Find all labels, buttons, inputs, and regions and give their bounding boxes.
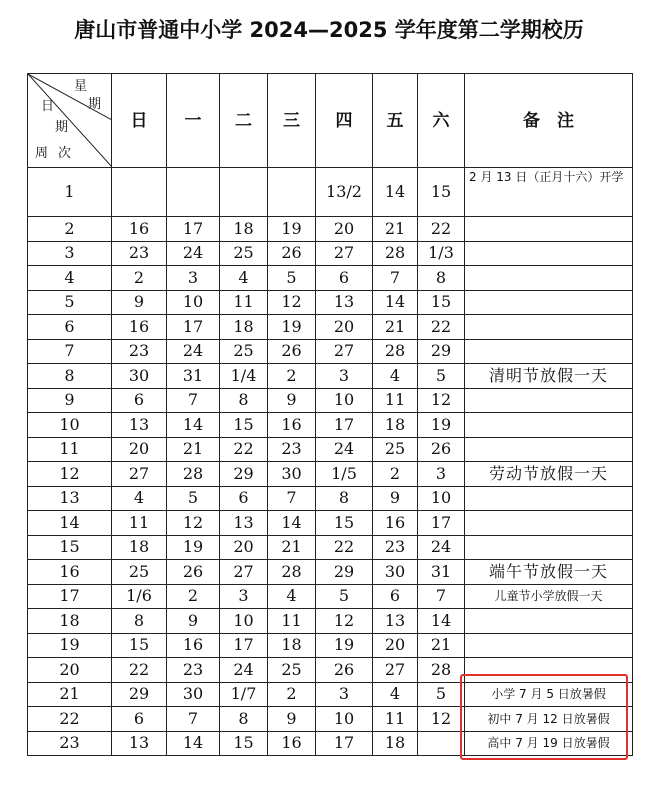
corner-label-qi-top: 期 — [88, 97, 102, 112]
date-cell: 24 — [167, 339, 220, 364]
date-cell: 15 — [418, 168, 465, 217]
date-cell: 8 — [220, 707, 268, 732]
date-cell: 25 — [373, 437, 418, 462]
date-cell: 11 — [268, 609, 316, 634]
date-cell: 7 — [418, 584, 465, 609]
date-cell: 20 — [373, 633, 418, 658]
date-cell: 15 — [418, 290, 465, 315]
date-cell: 8 — [220, 388, 268, 413]
date-cell: 15 — [316, 511, 373, 536]
date-cell: 2 — [167, 584, 220, 609]
date-cell: 22 — [418, 217, 465, 242]
remark-cell: 2 月 13 日（正月十六）开学 — [465, 168, 633, 217]
date-cell: 26 — [418, 437, 465, 462]
date-cell: 21 — [373, 217, 418, 242]
remark-cell — [465, 315, 633, 340]
header-remarks: 备 注 — [465, 74, 633, 168]
date-cell: 16 — [373, 511, 418, 536]
date-cell: 22 — [220, 437, 268, 462]
date-cell: 30 — [373, 560, 418, 585]
date-cell: 23 — [373, 535, 418, 560]
date-cell: 28 — [418, 658, 465, 683]
date-cell: 30 — [112, 364, 167, 389]
date-cell: 16 — [112, 315, 167, 340]
date-cell: 17 — [316, 413, 373, 438]
date-cell: 12 — [268, 290, 316, 315]
table-row — [28, 437, 633, 462]
date-cell: 13 — [112, 731, 167, 756]
week-number-cell: 15 — [28, 535, 112, 560]
date-cell: 17 — [316, 731, 373, 756]
table-row — [28, 584, 633, 609]
date-cell: 11 — [373, 388, 418, 413]
week-number-cell: 21 — [28, 682, 112, 707]
week-number-cell: 12 — [28, 462, 112, 487]
date-cell: 12 — [316, 609, 373, 634]
date-cell: 21 — [268, 535, 316, 560]
date-cell: 29 — [112, 682, 167, 707]
date-cell: 22 — [316, 535, 373, 560]
table-row — [28, 364, 633, 389]
date-cell: 23 — [268, 437, 316, 462]
date-cell: 6 — [373, 584, 418, 609]
date-cell: 5 — [167, 486, 220, 511]
remark-cell: 清明节放假一天 — [465, 364, 633, 389]
date-cell: 6 — [220, 486, 268, 511]
table-row — [28, 168, 633, 217]
date-cell: 31 — [418, 560, 465, 585]
date-cell: 14 — [167, 731, 220, 756]
date-cell: 5 — [418, 364, 465, 389]
week-number-cell: 8 — [28, 364, 112, 389]
week-number-cell: 1 — [28, 168, 112, 217]
date-cell: 5 — [418, 682, 465, 707]
corner-label-zhou: 周 — [35, 146, 49, 161]
date-cell: 20 — [220, 535, 268, 560]
date-cell: 3 — [220, 584, 268, 609]
header-corner-cell — [28, 74, 112, 168]
table-row — [28, 511, 633, 536]
date-cell: 22 — [418, 315, 465, 340]
remark-cell — [465, 437, 633, 462]
date-cell: 28 — [373, 241, 418, 266]
date-cell: 30 — [167, 682, 220, 707]
date-cell: 18 — [220, 217, 268, 242]
date-cell: 6 — [112, 707, 167, 732]
week-number-cell: 23 — [28, 731, 112, 756]
remark-cell: 初中 7 月 12 日放暑假 — [465, 707, 633, 732]
date-cell: 18 — [220, 315, 268, 340]
date-cell: 20 — [316, 315, 373, 340]
date-cell — [167, 168, 220, 217]
date-cell: 12 — [418, 388, 465, 413]
date-cell: 9 — [167, 609, 220, 634]
date-cell: 20 — [316, 217, 373, 242]
date-cell: 19 — [418, 413, 465, 438]
corner-label-qi-mid: 期 — [55, 120, 69, 135]
date-cell: 27 — [220, 560, 268, 585]
date-cell: 21 — [373, 315, 418, 340]
date-cell: 25 — [112, 560, 167, 585]
date-cell: 3 — [418, 462, 465, 487]
date-cell: 10 — [167, 290, 220, 315]
date-cell: 19 — [167, 535, 220, 560]
week-number-cell: 18 — [28, 609, 112, 634]
date-cell: 17 — [167, 315, 220, 340]
date-cell: 1/5 — [316, 462, 373, 487]
date-cell: 28 — [373, 339, 418, 364]
date-cell: 1/6 — [112, 584, 167, 609]
date-cell: 9 — [373, 486, 418, 511]
table-row — [28, 707, 633, 732]
date-cell: 23 — [112, 339, 167, 364]
week-number-cell: 14 — [28, 511, 112, 536]
date-cell: 14 — [373, 168, 418, 217]
date-cell: 14 — [268, 511, 316, 536]
date-cell: 27 — [316, 241, 373, 266]
date-cell: 29 — [418, 339, 465, 364]
date-cell: 2 — [373, 462, 418, 487]
date-cell: 13/2 — [316, 168, 373, 217]
date-cell: 15 — [220, 731, 268, 756]
remark-cell: 儿童节小学放假一天 — [465, 584, 633, 609]
date-cell: 16 — [268, 731, 316, 756]
remark-cell — [465, 290, 633, 315]
date-cell: 25 — [220, 339, 268, 364]
week-number-cell: 5 — [28, 290, 112, 315]
header-tue: 二 — [220, 74, 268, 168]
date-cell: 7 — [167, 388, 220, 413]
date-cell: 16 — [167, 633, 220, 658]
date-cell: 15 — [112, 633, 167, 658]
week-number-cell: 11 — [28, 437, 112, 462]
table-row — [28, 731, 633, 756]
date-cell: 28 — [268, 560, 316, 585]
remark-cell — [465, 511, 633, 536]
date-cell: 29 — [220, 462, 268, 487]
date-cell: 3 — [316, 682, 373, 707]
date-cell: 11 — [112, 511, 167, 536]
date-cell: 17 — [220, 633, 268, 658]
header-thu: 四 — [316, 74, 373, 168]
week-number-cell: 19 — [28, 633, 112, 658]
date-cell: 2 — [268, 364, 316, 389]
date-cell: 6 — [112, 388, 167, 413]
table-row — [28, 535, 633, 560]
date-cell: 17 — [167, 217, 220, 242]
date-cell: 10 — [316, 388, 373, 413]
date-cell: 13 — [220, 511, 268, 536]
week-number-cell: 3 — [28, 241, 112, 266]
date-cell: 18 — [268, 633, 316, 658]
remark-cell — [465, 217, 633, 242]
table-row — [28, 658, 633, 683]
week-number-cell: 4 — [28, 266, 112, 291]
table-row — [28, 413, 633, 438]
page-title: 唐山市普通中小学 2024—2025 学年度第二学期校历 — [74, 18, 584, 42]
date-cell: 12 — [418, 707, 465, 732]
date-cell: 24 — [220, 658, 268, 683]
date-cell: 26 — [268, 241, 316, 266]
date-cell: 8 — [316, 486, 373, 511]
date-cell: 24 — [418, 535, 465, 560]
date-cell — [220, 168, 268, 217]
remark-cell: 高中 7 月 19 日放暑假 — [465, 731, 633, 756]
week-number-cell: 16 — [28, 560, 112, 585]
date-cell: 21 — [418, 633, 465, 658]
date-cell: 25 — [220, 241, 268, 266]
date-cell: 22 — [112, 658, 167, 683]
date-cell: 19 — [268, 315, 316, 340]
header-mon: 一 — [167, 74, 220, 168]
date-cell: 31 — [167, 364, 220, 389]
date-cell: 7 — [268, 486, 316, 511]
table-row — [28, 217, 633, 242]
date-cell: 1/7 — [220, 682, 268, 707]
header-sun: 日 — [112, 74, 167, 168]
date-cell: 15 — [220, 413, 268, 438]
header-wed: 三 — [268, 74, 316, 168]
date-cell: 8 — [112, 609, 167, 634]
table-row — [28, 339, 633, 364]
date-cell: 21 — [167, 437, 220, 462]
table-row — [28, 609, 633, 634]
week-number-cell: 10 — [28, 413, 112, 438]
date-cell: 7 — [167, 707, 220, 732]
corner-label-ci: 次 — [58, 146, 72, 161]
date-cell: 13 — [112, 413, 167, 438]
date-cell: 4 — [220, 266, 268, 291]
remark-cell: 劳动节放假一天 — [465, 462, 633, 487]
date-cell: 1/4 — [220, 364, 268, 389]
table-row — [28, 462, 633, 487]
remark-cell — [465, 609, 633, 634]
date-cell: 16 — [268, 413, 316, 438]
date-cell: 14 — [373, 290, 418, 315]
remark-cell — [465, 535, 633, 560]
remark-cell — [465, 486, 633, 511]
table-row — [28, 486, 633, 511]
remark-cell — [465, 388, 633, 413]
date-cell: 16 — [112, 217, 167, 242]
date-cell: 5 — [316, 584, 373, 609]
table-row — [28, 290, 633, 315]
table-row — [28, 388, 633, 413]
date-cell: 13 — [316, 290, 373, 315]
week-number-cell: 9 — [28, 388, 112, 413]
week-number-cell: 7 — [28, 339, 112, 364]
date-cell: 4 — [373, 682, 418, 707]
date-cell: 12 — [167, 511, 220, 536]
date-cell: 3 — [316, 364, 373, 389]
header-sat: 六 — [418, 74, 465, 168]
remark-cell — [465, 658, 633, 683]
week-number-cell: 20 — [28, 658, 112, 683]
date-cell: 26 — [167, 560, 220, 585]
date-cell: 10 — [418, 486, 465, 511]
date-cell: 30 — [268, 462, 316, 487]
date-cell: 23 — [112, 241, 167, 266]
week-number-cell: 6 — [28, 315, 112, 340]
date-cell: 13 — [373, 609, 418, 634]
table-row — [28, 560, 633, 585]
table-row — [28, 315, 633, 340]
date-cell: 2 — [268, 682, 316, 707]
date-cell: 20 — [112, 437, 167, 462]
date-cell: 3 — [167, 266, 220, 291]
date-cell — [268, 168, 316, 217]
table-row — [28, 266, 633, 291]
date-cell: 5 — [268, 266, 316, 291]
date-cell: 29 — [316, 560, 373, 585]
date-cell: 25 — [268, 658, 316, 683]
header-fri: 五 — [373, 74, 418, 168]
date-cell: 27 — [316, 339, 373, 364]
table-row — [28, 241, 633, 266]
remark-cell — [465, 266, 633, 291]
date-cell: 6 — [316, 266, 373, 291]
date-cell: 27 — [373, 658, 418, 683]
remark-cell — [465, 633, 633, 658]
week-number-cell: 22 — [28, 707, 112, 732]
week-number-cell: 13 — [28, 486, 112, 511]
date-cell: 14 — [167, 413, 220, 438]
week-number-cell: 2 — [28, 217, 112, 242]
remark-cell — [465, 413, 633, 438]
date-cell: 14 — [418, 609, 465, 634]
date-cell: 11 — [220, 290, 268, 315]
remark-cell — [465, 339, 633, 364]
remark-cell: 端午节放假一天 — [465, 560, 633, 585]
date-cell: 7 — [373, 266, 418, 291]
date-cell: 19 — [316, 633, 373, 658]
table-row — [28, 633, 633, 658]
date-cell: 8 — [418, 266, 465, 291]
remark-cell: 小学 7 月 5 日放暑假 — [465, 682, 633, 707]
date-cell: 18 — [112, 535, 167, 560]
date-cell: 4 — [112, 486, 167, 511]
corner-label-ri: 日 — [41, 99, 55, 114]
date-cell — [112, 168, 167, 217]
corner-label-xing: 星 — [74, 79, 88, 94]
week-number-cell: 17 — [28, 584, 112, 609]
date-cell: 18 — [373, 731, 418, 756]
date-cell: 28 — [167, 462, 220, 487]
date-cell: 9 — [268, 388, 316, 413]
school-calendar-table — [27, 73, 633, 756]
date-cell: 26 — [268, 339, 316, 364]
date-cell: 4 — [373, 364, 418, 389]
date-cell: 10 — [220, 609, 268, 634]
date-cell: 18 — [373, 413, 418, 438]
table-row — [28, 682, 633, 707]
date-cell: 23 — [167, 658, 220, 683]
date-cell: 4 — [268, 584, 316, 609]
date-cell: 2 — [112, 266, 167, 291]
remark-cell — [465, 241, 633, 266]
date-cell: 27 — [112, 462, 167, 487]
date-cell: 10 — [316, 707, 373, 732]
date-cell: 9 — [112, 290, 167, 315]
date-cell: 24 — [167, 241, 220, 266]
date-cell: 19 — [268, 217, 316, 242]
date-cell: 1/3 — [418, 241, 465, 266]
date-cell — [418, 731, 465, 756]
date-cell: 9 — [268, 707, 316, 732]
date-cell: 17 — [418, 511, 465, 536]
date-cell: 11 — [373, 707, 418, 732]
date-cell: 26 — [316, 658, 373, 683]
date-cell: 24 — [316, 437, 373, 462]
